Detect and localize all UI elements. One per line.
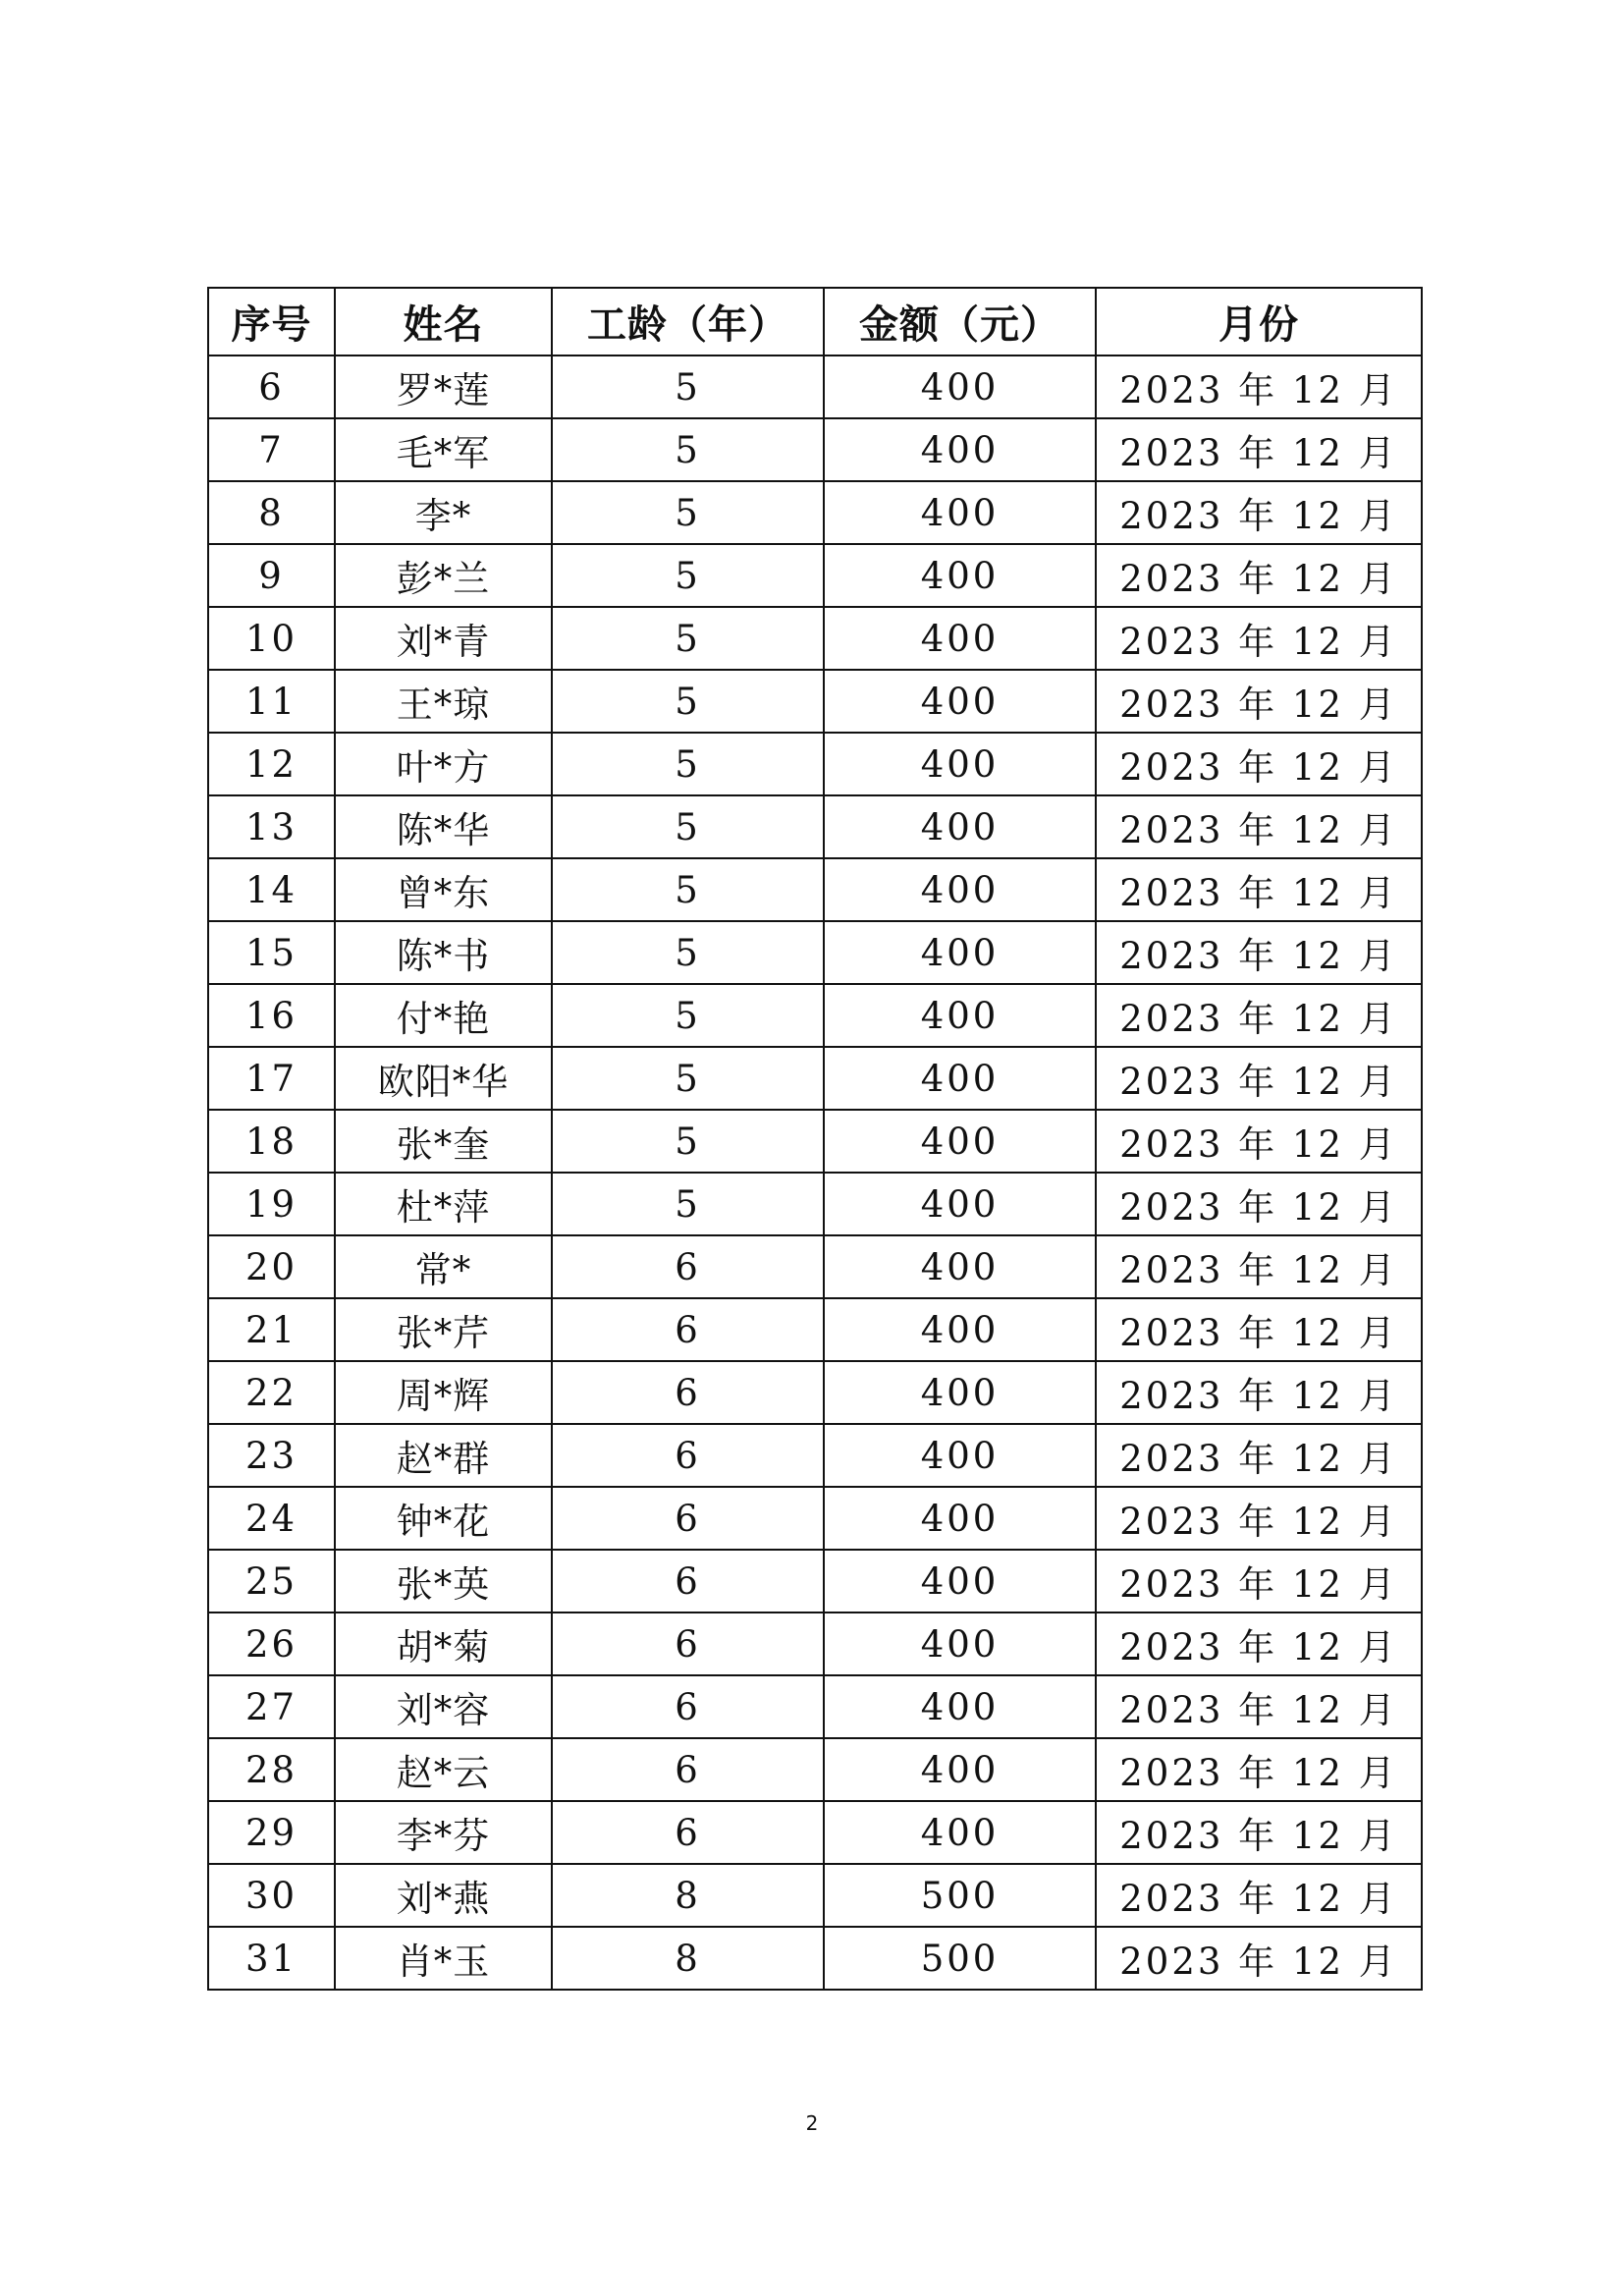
table-row	[208, 544, 1422, 607]
cell-service-years: 8	[552, 1927, 824, 1990]
table-row	[208, 607, 1422, 670]
cell-service-years: 5	[552, 355, 824, 418]
cell-name: 张*芹	[335, 1298, 552, 1361]
cell-index: 27	[208, 1675, 335, 1738]
cell-amount: 400	[824, 1550, 1096, 1613]
cell-index: 17	[208, 1047, 335, 1110]
cell-index: 7	[208, 418, 335, 481]
cell-name: 李*	[335, 481, 552, 544]
table-row	[208, 1927, 1422, 1990]
cell-index: 28	[208, 1738, 335, 1801]
cell-name: 刘*燕	[335, 1864, 552, 1927]
table-row	[208, 1675, 1422, 1738]
cell-index: 10	[208, 607, 335, 670]
cell-month: 2023 年 12 月	[1096, 1738, 1422, 1801]
table-row	[208, 1864, 1422, 1927]
cell-index: 12	[208, 733, 335, 795]
cell-amount: 400	[824, 1487, 1096, 1550]
cell-index: 14	[208, 858, 335, 921]
cell-amount: 400	[824, 1173, 1096, 1235]
cell-amount: 400	[824, 1235, 1096, 1298]
cell-index: 13	[208, 795, 335, 858]
cell-name: 张*奎	[335, 1110, 552, 1173]
cell-month: 2023 年 12 月	[1096, 607, 1422, 670]
cell-name: 曾*东	[335, 858, 552, 921]
cell-amount: 400	[824, 1738, 1096, 1801]
cell-amount: 400	[824, 858, 1096, 921]
cell-name: 肖*玉	[335, 1927, 552, 1990]
cell-index: 18	[208, 1110, 335, 1173]
cell-name: 彭*兰	[335, 544, 552, 607]
cell-month: 2023 年 12 月	[1096, 921, 1422, 984]
cell-name: 罗*莲	[335, 355, 552, 418]
cell-amount: 400	[824, 795, 1096, 858]
cell-index: 11	[208, 670, 335, 733]
cell-service-years: 6	[552, 1298, 824, 1361]
cell-service-years: 8	[552, 1864, 824, 1927]
table-row	[208, 481, 1422, 544]
table-row	[208, 858, 1422, 921]
cell-amount: 400	[824, 1047, 1096, 1110]
cell-index: 30	[208, 1864, 335, 1927]
table-row	[208, 1298, 1422, 1361]
cell-month: 2023 年 12 月	[1096, 795, 1422, 858]
cell-month: 2023 年 12 月	[1096, 984, 1422, 1047]
cell-index: 6	[208, 355, 335, 418]
header-amount: 金额（元）	[824, 288, 1096, 355]
header-service-years: 工龄（年）	[552, 288, 824, 355]
cell-name: 常*	[335, 1235, 552, 1298]
table-row	[208, 1487, 1422, 1550]
cell-name: 刘*容	[335, 1675, 552, 1738]
cell-service-years: 6	[552, 1550, 824, 1613]
cell-service-years: 6	[552, 1487, 824, 1550]
cell-name: 钟*花	[335, 1487, 552, 1550]
cell-service-years: 5	[552, 481, 824, 544]
cell-month: 2023 年 12 月	[1096, 1801, 1422, 1864]
roster-table	[207, 287, 1423, 1991]
cell-service-years: 6	[552, 1361, 824, 1424]
cell-index: 24	[208, 1487, 335, 1550]
cell-service-years: 5	[552, 1047, 824, 1110]
cell-name: 赵*群	[335, 1424, 552, 1487]
header-row	[208, 288, 1422, 355]
cell-month: 2023 年 12 月	[1096, 355, 1422, 418]
cell-service-years: 5	[552, 795, 824, 858]
cell-month: 2023 年 12 月	[1096, 858, 1422, 921]
table-row	[208, 1110, 1422, 1173]
cell-service-years: 6	[552, 1801, 824, 1864]
cell-service-years: 6	[552, 1738, 824, 1801]
cell-month: 2023 年 12 月	[1096, 1424, 1422, 1487]
cell-index: 29	[208, 1801, 335, 1864]
cell-amount: 400	[824, 1613, 1096, 1675]
cell-amount: 400	[824, 1424, 1096, 1487]
cell-month: 2023 年 12 月	[1096, 481, 1422, 544]
table-row	[208, 1047, 1422, 1110]
cell-service-years: 6	[552, 1424, 824, 1487]
cell-service-years: 5	[552, 670, 824, 733]
cell-name: 杜*萍	[335, 1173, 552, 1235]
cell-service-years: 6	[552, 1235, 824, 1298]
table-row	[208, 921, 1422, 984]
cell-name: 胡*菊	[335, 1613, 552, 1675]
table-row	[208, 733, 1422, 795]
cell-month: 2023 年 12 月	[1096, 1235, 1422, 1298]
header-month: 月份	[1096, 288, 1422, 355]
cell-name: 赵*云	[335, 1738, 552, 1801]
cell-name: 付*艳	[335, 984, 552, 1047]
cell-amount: 400	[824, 1801, 1096, 1864]
cell-name: 叶*方	[335, 733, 552, 795]
cell-amount: 400	[824, 1675, 1096, 1738]
cell-index: 19	[208, 1173, 335, 1235]
cell-amount: 400	[824, 670, 1096, 733]
roster-body	[208, 355, 1422, 1990]
cell-month: 2023 年 12 月	[1096, 1110, 1422, 1173]
cell-name: 周*辉	[335, 1361, 552, 1424]
cell-month: 2023 年 12 月	[1096, 1173, 1422, 1235]
cell-name: 欧阳*华	[335, 1047, 552, 1110]
cell-month: 2023 年 12 月	[1096, 670, 1422, 733]
table-row	[208, 1801, 1422, 1864]
cell-name: 毛*军	[335, 418, 552, 481]
table-row	[208, 984, 1422, 1047]
cell-month: 2023 年 12 月	[1096, 1550, 1422, 1613]
cell-amount: 400	[824, 733, 1096, 795]
header-name: 姓名	[335, 288, 552, 355]
cell-service-years: 5	[552, 858, 824, 921]
cell-service-years: 5	[552, 607, 824, 670]
cell-month: 2023 年 12 月	[1096, 733, 1422, 795]
cell-service-years: 5	[552, 984, 824, 1047]
cell-month: 2023 年 12 月	[1096, 1298, 1422, 1361]
cell-amount: 400	[824, 1361, 1096, 1424]
cell-index: 8	[208, 481, 335, 544]
cell-month: 2023 年 12 月	[1096, 1613, 1422, 1675]
table-row	[208, 355, 1422, 418]
cell-service-years: 5	[552, 733, 824, 795]
cell-amount: 400	[824, 921, 1096, 984]
cell-name: 刘*青	[335, 607, 552, 670]
cell-month: 2023 年 12 月	[1096, 1927, 1422, 1990]
cell-month: 2023 年 12 月	[1096, 1675, 1422, 1738]
cell-index: 25	[208, 1550, 335, 1613]
table-row	[208, 1424, 1422, 1487]
cell-index: 31	[208, 1927, 335, 1990]
cell-month: 2023 年 12 月	[1096, 1864, 1422, 1927]
cell-month: 2023 年 12 月	[1096, 1361, 1422, 1424]
cell-name: 张*英	[335, 1550, 552, 1613]
cell-amount: 500	[824, 1864, 1096, 1927]
cell-month: 2023 年 12 月	[1096, 1487, 1422, 1550]
cell-amount: 500	[824, 1927, 1096, 1990]
cell-index: 16	[208, 984, 335, 1047]
cell-name: 王*琼	[335, 670, 552, 733]
cell-amount: 400	[824, 1298, 1096, 1361]
cell-index: 20	[208, 1235, 335, 1298]
header-index: 序号	[208, 288, 335, 355]
cell-index: 22	[208, 1361, 335, 1424]
cell-service-years: 5	[552, 544, 824, 607]
cell-service-years: 6	[552, 1675, 824, 1738]
cell-index: 9	[208, 544, 335, 607]
table-row	[208, 1361, 1422, 1424]
cell-service-years: 6	[552, 1613, 824, 1675]
cell-month: 2023 年 12 月	[1096, 1047, 1422, 1110]
cell-amount: 400	[824, 481, 1096, 544]
cell-amount: 400	[824, 544, 1096, 607]
table-row	[208, 795, 1422, 858]
cell-month: 2023 年 12 月	[1096, 418, 1422, 481]
cell-index: 26	[208, 1613, 335, 1675]
cell-service-years: 5	[552, 921, 824, 984]
table-row	[208, 670, 1422, 733]
cell-service-years: 5	[552, 1110, 824, 1173]
cell-amount: 400	[824, 607, 1096, 670]
cell-name: 陈*书	[335, 921, 552, 984]
cell-amount: 400	[824, 1110, 1096, 1173]
cell-name: 李*芬	[335, 1801, 552, 1864]
cell-service-years: 5	[552, 1173, 824, 1235]
table-row	[208, 418, 1422, 481]
cell-index: 15	[208, 921, 335, 984]
cell-amount: 400	[824, 418, 1096, 481]
cell-month: 2023 年 12 月	[1096, 544, 1422, 607]
table-row	[208, 1613, 1422, 1675]
cell-service-years: 5	[552, 418, 824, 481]
cell-amount: 400	[824, 984, 1096, 1047]
page-number: 2	[805, 2111, 819, 2135]
cell-index: 23	[208, 1424, 335, 1487]
table-row	[208, 1738, 1422, 1801]
table-row	[208, 1173, 1422, 1235]
cell-name: 陈*华	[335, 795, 552, 858]
table-row	[208, 1550, 1422, 1613]
cell-index: 21	[208, 1298, 335, 1361]
roster-sheet	[207, 287, 1421, 1991]
cell-amount: 400	[824, 355, 1096, 418]
table-row	[208, 1235, 1422, 1298]
